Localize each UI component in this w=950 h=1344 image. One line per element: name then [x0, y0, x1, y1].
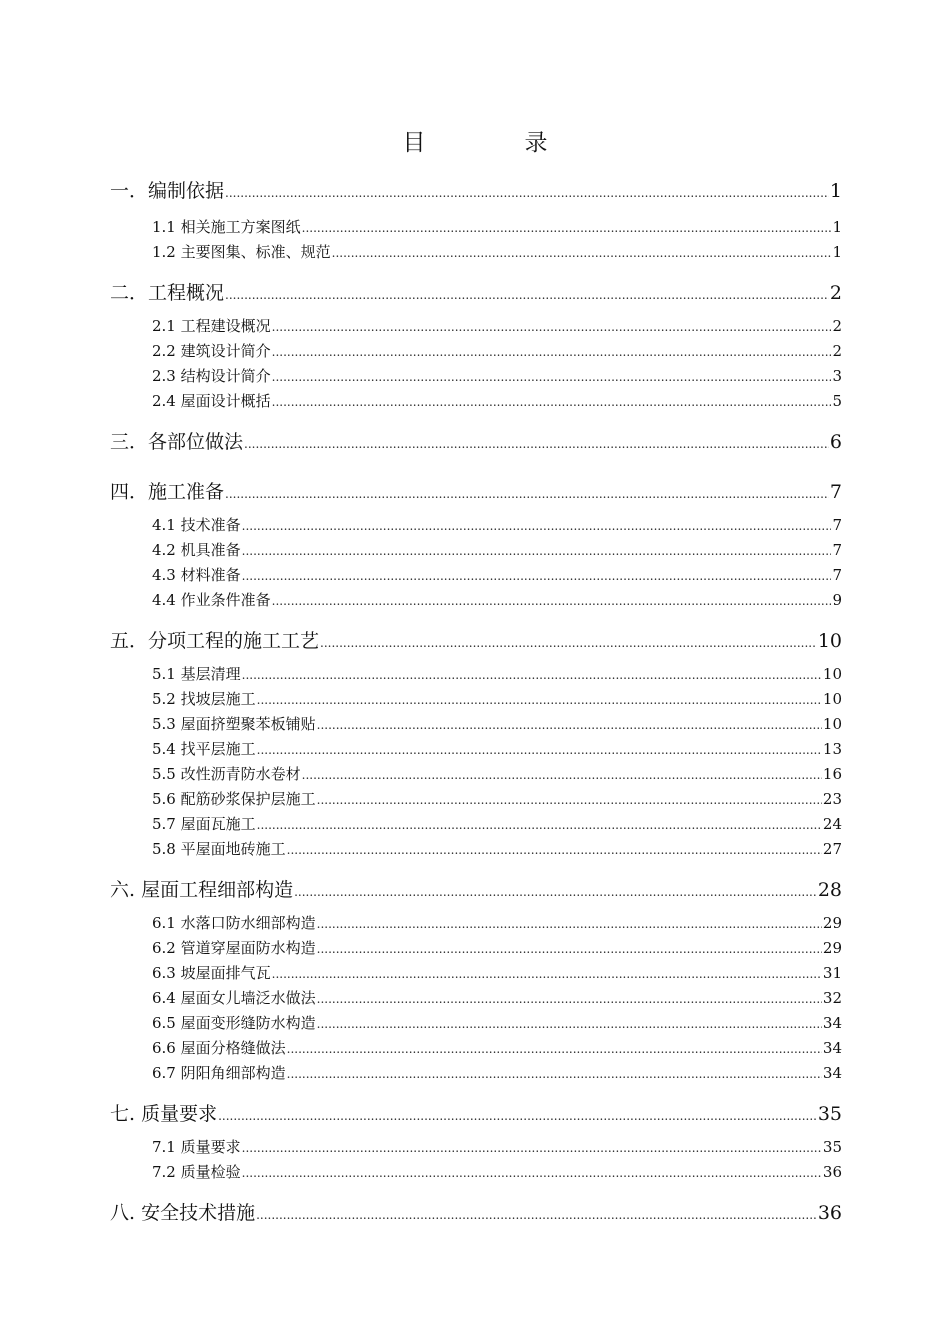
dot-leader [242, 668, 822, 682]
toc-page-number: 2 [832, 317, 842, 335]
dot-leader [242, 1166, 822, 1180]
toc-entry-label: 三．各部位做法 [110, 431, 244, 453]
toc-chapter-entry[interactable] [110, 477, 842, 504]
dot-leader [244, 437, 829, 451]
dot-leader [257, 818, 822, 832]
dot-leader [332, 246, 832, 260]
toc-chapter-entry[interactable] [110, 1099, 842, 1126]
toc-section-entry[interactable] [110, 1012, 842, 1033]
dot-leader [242, 519, 832, 533]
dot-leader [317, 917, 822, 931]
toc-section-entry[interactable] [110, 788, 842, 809]
toc-page-number: 24 [822, 815, 842, 833]
toc-section-entry[interactable] [110, 365, 842, 386]
toc-entry-label: 7.1 质量要求 [152, 1138, 241, 1156]
dot-leader [242, 1141, 822, 1155]
toc-section-entry[interactable] [110, 738, 842, 759]
toc-section-entry[interactable] [110, 912, 842, 933]
toc-entry-label: 5.5 改性沥青防水卷材 [152, 765, 301, 783]
toc-entry-label: 6.7 阴阳角细部构造 [152, 1064, 286, 1082]
toc-entry-label: 4.2 机具准备 [152, 541, 241, 559]
toc-page-number: 35 [817, 1103, 842, 1125]
toc-page-number: 10 [822, 690, 842, 708]
toc-section-entry[interactable] [110, 1136, 842, 1157]
toc-page-number: 1 [832, 243, 842, 261]
toc-section-entry[interactable] [110, 962, 842, 983]
toc-page-number: 10 [817, 630, 842, 652]
dot-leader [287, 843, 822, 857]
toc-chapter-entry[interactable] [110, 427, 842, 454]
toc-entry-label: 6.1 水落口防水细部构造 [152, 914, 316, 932]
toc-entry-label: 2.2 建筑设计简介 [152, 342, 271, 360]
toc-entry-label: 六. 屋面工程细部构造 [110, 879, 294, 901]
dot-leader [257, 693, 822, 707]
dot-leader [272, 594, 832, 608]
toc-page-number: 16 [822, 765, 842, 783]
dot-leader [272, 967, 822, 981]
toc-entry-label: 6.2 管道穿屋面防水构造 [152, 939, 316, 957]
toc-entry-label: 7.2 质量检验 [152, 1163, 241, 1181]
toc-chapter-entry[interactable] [110, 1198, 842, 1225]
dot-leader [272, 345, 832, 359]
toc-page-number: 27 [822, 840, 842, 858]
toc-section-entry[interactable] [110, 216, 842, 237]
toc-page-number: 13 [822, 740, 842, 758]
dot-leader [257, 743, 822, 757]
toc-entry-label: 2.3 结构设计简介 [152, 367, 271, 385]
toc-entry-label: 四．施工准备 [110, 481, 225, 503]
toc-page-number: 2 [832, 342, 842, 360]
toc-section-entry[interactable] [110, 713, 842, 734]
toc-page-number: 6 [829, 431, 842, 453]
toc-page-number: 34 [822, 1014, 842, 1032]
toc-entry-label: 5.1 基层清理 [152, 665, 241, 683]
toc-section-entry[interactable] [110, 390, 842, 411]
toc-entry-label: 6.6 屋面分格缝做法 [152, 1039, 286, 1057]
dot-leader [294, 885, 817, 899]
toc-page-number: 34 [822, 1039, 842, 1057]
toc-page-number: 2 [829, 282, 842, 304]
toc-section-entry[interactable] [110, 763, 842, 784]
dot-leader [225, 186, 829, 200]
dot-leader [302, 221, 832, 235]
dot-leader [317, 992, 822, 1006]
toc-entry-label: 6.5 屋面变形缝防水构造 [152, 1014, 316, 1032]
toc-page-number: 9 [832, 591, 842, 609]
toc-page-number: 1 [832, 218, 842, 236]
toc-section-entry[interactable] [110, 315, 842, 336]
dot-leader [225, 487, 829, 501]
toc-section-entry[interactable] [110, 838, 842, 859]
toc-entry-label: 6.3 坡屋面排气瓦 [152, 964, 271, 982]
toc-section-entry[interactable] [110, 539, 842, 560]
toc-page-number: 32 [822, 989, 842, 1007]
toc-section-entry[interactable] [110, 937, 842, 958]
toc-section-entry[interactable] [110, 1161, 842, 1182]
toc-page-number: 10 [822, 715, 842, 733]
toc-page-number: 36 [817, 1202, 842, 1224]
toc-page-number: 29 [822, 914, 842, 932]
toc-entry-label: 5.4 找平层施工 [152, 740, 256, 758]
toc-page-number: 31 [822, 964, 842, 982]
toc-page-number: 1 [829, 180, 842, 202]
toc-section-entry[interactable] [110, 813, 842, 834]
toc-section-entry[interactable] [110, 514, 842, 535]
dot-leader [320, 636, 817, 650]
toc-entry-label: 4.1 技术准备 [152, 516, 241, 534]
toc-page-number: 28 [817, 879, 842, 901]
toc-entry-label: 1.1 相关施工方案图纸 [152, 218, 301, 236]
dot-leader [287, 1042, 822, 1056]
toc-entry-label: 5.8 平屋面地砖施工 [152, 840, 286, 858]
toc-entry-label: 一．编制依据 [110, 180, 225, 202]
page-title: 目 录 [402, 130, 586, 156]
dot-leader [272, 320, 832, 334]
dot-leader [272, 395, 832, 409]
toc-page-number: 34 [822, 1064, 842, 1082]
toc-entry-label: 5.7 屋面瓦施工 [152, 815, 256, 833]
toc-page-number: 10 [822, 665, 842, 683]
toc-entry-label: 七. 质量要求 [110, 1103, 218, 1125]
toc-section-entry[interactable] [110, 1062, 842, 1083]
toc-page-number: 7 [832, 516, 842, 534]
toc-entry-label: 二．工程概况 [110, 282, 225, 304]
toc-entry-label: 6.4 屋面女儿墙泛水做法 [152, 989, 316, 1007]
toc-page-number: 5 [832, 392, 842, 410]
toc-entry-label: 2.1 工程建设概况 [152, 317, 271, 335]
dot-leader [302, 768, 822, 782]
toc-section-entry[interactable] [110, 589, 842, 610]
toc-section-entry[interactable] [110, 688, 842, 709]
toc-page-number: 29 [822, 939, 842, 957]
toc-page-number: 7 [832, 541, 842, 559]
toc-page-number: 7 [829, 481, 842, 503]
toc-chapter-entry[interactable] [110, 875, 842, 902]
toc-page-number: 23 [822, 790, 842, 808]
toc-entry-label: 五．分项工程的施工工艺 [110, 630, 320, 652]
dot-leader [256, 1208, 817, 1222]
toc-entry-label: 八. 安全技术措施 [110, 1202, 256, 1224]
dot-leader [317, 793, 822, 807]
toc-entry-label: 1.2 主要图集、标准、规范 [152, 243, 331, 261]
toc-section-entry[interactable] [110, 340, 842, 361]
toc-entry-label: 5.2 找坡层施工 [152, 690, 256, 708]
toc-section-entry[interactable] [110, 987, 842, 1008]
dot-leader [242, 569, 832, 583]
dot-leader [317, 1017, 822, 1031]
toc-entry-label: 4.4 作业条件准备 [152, 591, 271, 609]
toc-chapter-entry[interactable] [110, 626, 842, 653]
toc-chapter-entry[interactable] [110, 176, 842, 203]
dot-leader [272, 370, 832, 384]
toc-page-number: 36 [822, 1163, 842, 1181]
toc-entry-label: 5.6 配筋砂浆保护层施工 [152, 790, 316, 808]
dot-leader [218, 1109, 817, 1123]
dot-leader [225, 288, 829, 302]
dot-leader [317, 718, 822, 732]
toc-section-entry[interactable] [110, 663, 842, 684]
toc-section-entry[interactable] [110, 241, 842, 262]
toc-section-entry[interactable] [110, 1037, 842, 1058]
toc-entry-label: 2.4 屋面设计概括 [152, 392, 271, 410]
toc-entry-label: 4.3 材料准备 [152, 566, 241, 584]
toc-entry-label: 5.3 屋面挤塑聚苯板铺贴 [152, 715, 316, 733]
toc-page-number: 35 [822, 1138, 842, 1156]
toc-chapter-entry[interactable] [110, 278, 842, 305]
toc-section-entry[interactable] [110, 564, 842, 585]
dot-leader [287, 1067, 822, 1081]
dot-leader [242, 544, 832, 558]
dot-leader [317, 942, 822, 956]
toc-page-number: 7 [832, 566, 842, 584]
toc-page-number: 3 [832, 367, 842, 385]
